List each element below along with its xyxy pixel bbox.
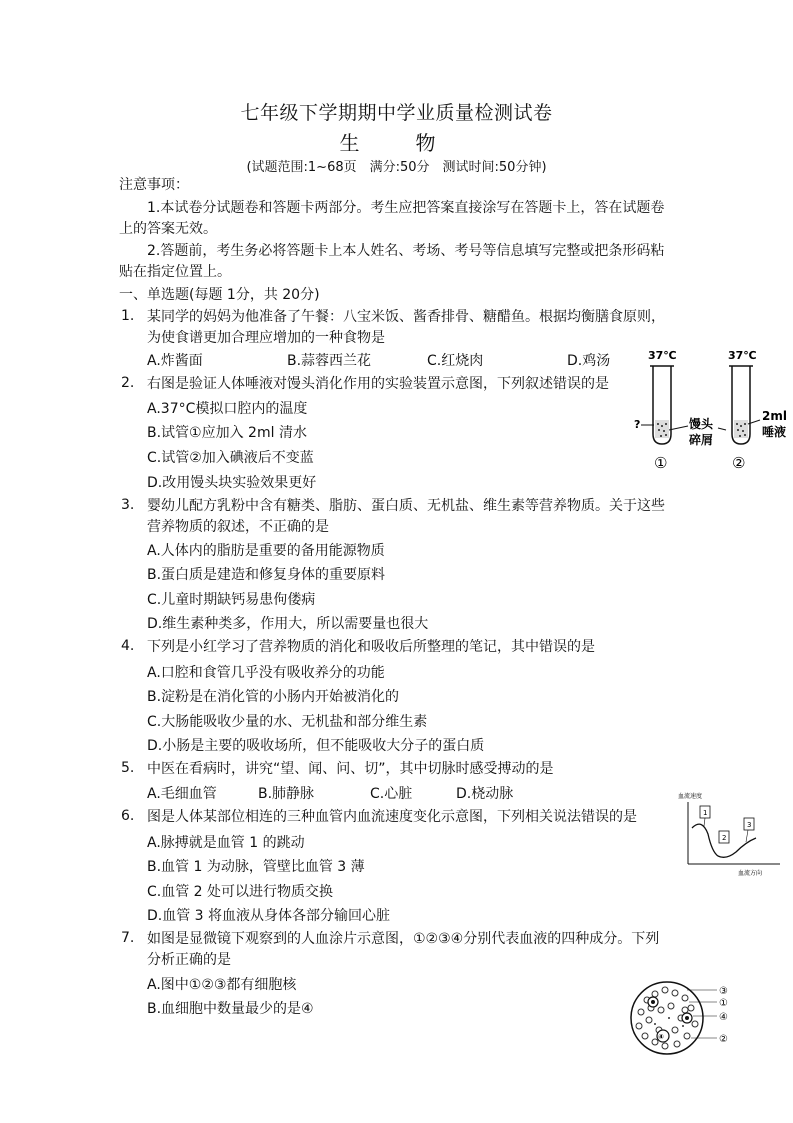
- vessel-2-label: 2: [722, 834, 727, 842]
- option-d: D.鸡汤: [567, 353, 611, 369]
- option-b: B.肺静脉: [258, 786, 315, 802]
- question-number: 4.: [121, 638, 135, 654]
- exam-subject: 生 物: [339, 131, 454, 155]
- question-text: 为使食谱更加合理应增加的一种食物是: [147, 330, 385, 346]
- question-number: 3.: [121, 497, 135, 513]
- option-a: A.口腔和食管几乎没有吸收养分的功能: [147, 665, 385, 681]
- option-b: B.蛋白质是建造和修复身体的重要原料: [147, 567, 386, 583]
- option-c: C.红烧肉: [427, 353, 484, 369]
- option-d: D.维生素种类多，作用大，所以需要量也很大: [147, 616, 429, 632]
- question-text: 分析正确的是: [147, 952, 231, 968]
- option-d: D.血管 3 将血液从身体各部分输回心脏: [147, 908, 391, 924]
- question-number: 5.: [121, 760, 135, 776]
- option-d: D.小肠是主要的吸收场所，但不能吸收大分子的蛋白质: [147, 738, 485, 754]
- option-c: C.大肠能吸收少量的水、无机盐和部分维生素: [147, 714, 428, 730]
- option-c: C.试管②加入碘液后不变蓝: [147, 450, 314, 466]
- option-a: A.炸酱面: [147, 353, 203, 369]
- option-d: D.桡动脉: [456, 786, 514, 802]
- unknown-mark: ?: [634, 418, 641, 431]
- blood-flow-figure: [676, 790, 788, 880]
- label-1: ①: [719, 998, 728, 1009]
- question-text: 婴幼儿配方乳粉中含有糖类、脂肪、蛋白质、无机盐、维生素等营养物质。关于这些: [147, 498, 665, 514]
- note-2-line-1: 2.答题前，考生务必将答题卡上本人姓名、考场、考号等信息填写完整或把条形码粘: [147, 243, 665, 259]
- option-b: B.蒜蓉西兰花: [287, 353, 372, 369]
- question-number: 6.: [121, 808, 135, 824]
- option-a: A.图中①②③都有细胞核: [147, 977, 297, 993]
- note-1-line-1: 1.本试卷分试题卷和答题卡两部分。考生应把答案直接涂写在答题卡上，答在试题卷: [147, 200, 665, 216]
- question-number: 1.: [121, 308, 135, 324]
- notes-heading: 注意事项：: [119, 177, 189, 193]
- flow-ylabel: 血流速度: [678, 793, 703, 800]
- test-tube-figure: [628, 348, 793, 478]
- vessel-1-label: 1: [703, 809, 708, 817]
- question-text: 营养物质的叙述，不正确的是: [147, 519, 329, 535]
- flow-xlabel: 血流方向: [738, 870, 763, 877]
- question-text: 图是人体某部位相连的三种血管内血流速度变化示意图，下列相关说法错误的是: [147, 809, 637, 825]
- option-a: A.毛细血管: [147, 786, 217, 802]
- option-c: C.儿童时期缺钙易患佝偻病: [147, 592, 316, 608]
- bread-label-2: 碎屑: [689, 433, 714, 447]
- option-b: B.淀粉是在消化管的小肠内开始被消化的: [147, 689, 400, 705]
- option-a: A.37°C模拟口腔内的温度: [147, 401, 308, 417]
- option-b: B.试管①应加入 2ml 清水: [147, 425, 307, 441]
- question-text: 某同学的妈妈为他准备了午餐：八宝米饭、酱香排骨、糖醋鱼。根据均衡膳食原则，: [147, 309, 665, 325]
- label-3: ③: [719, 986, 728, 997]
- option-b: B.血细胞中数量最少的是④: [147, 1001, 314, 1017]
- note-2-line-2: 贴在指定位置上。: [119, 264, 231, 280]
- tube-1-number: ①: [654, 454, 668, 472]
- question-text: 如图是显微镜下观察到的人血涂片示意图，①②③④分别代表血液的四种成分。下列: [147, 931, 660, 947]
- cell-label: ④: [658, 1033, 664, 1041]
- question-text: 下列是小红学习了营养物质的消化和吸收后所整理的笔记，其中错误的是: [147, 639, 595, 655]
- label-2: ②: [719, 1034, 728, 1045]
- tube-1-temp: 37℃: [648, 349, 677, 362]
- question-text: 右图是验证人体唾液对馒头消化作用的实验装置示意图，下列叙述错误的是: [147, 376, 609, 392]
- tube-2-temp: 37℃: [728, 349, 757, 362]
- tube-2-number: ②: [732, 454, 746, 472]
- option-c: C.心脏: [370, 786, 413, 802]
- saliva-label: 唾液: [762, 425, 787, 439]
- blood-smear-figure: [625, 978, 745, 1058]
- question-number: 7.: [121, 930, 135, 946]
- label-4: ④: [719, 1012, 728, 1023]
- option-a: A.人体内的脂肪是重要的备用能源物质: [147, 543, 385, 559]
- option-c: C.血管 2 处可以进行物质交换: [147, 884, 334, 900]
- section-heading: 一、单选题(每题 1分，共 20分): [119, 287, 320, 303]
- exam-meta: (试题范围:1~68页 满分:50分 测试时间:50分钟): [246, 160, 547, 175]
- option-b: B.血管 1 为动脉，管壁比血管 3 薄: [147, 859, 365, 875]
- note-1-line-2: 上的答案无效。: [119, 221, 217, 237]
- vessel-3-label: 3: [747, 821, 752, 829]
- bread-label-1: 馒头: [689, 417, 714, 431]
- exam-title: 七年级下学期期中学业质量检测试卷: [240, 102, 553, 124]
- question-text: 中医在看病时，讲究“望、闻、问、切”，其中切脉时感受搏动的是: [147, 761, 554, 777]
- question-number: 2.: [121, 375, 135, 391]
- volume-label: 2ml: [762, 409, 787, 423]
- option-d: D.改用馒头块实验效果更好: [147, 475, 317, 491]
- option-a: A.脉搏就是血管 1 的跳动: [147, 835, 305, 851]
